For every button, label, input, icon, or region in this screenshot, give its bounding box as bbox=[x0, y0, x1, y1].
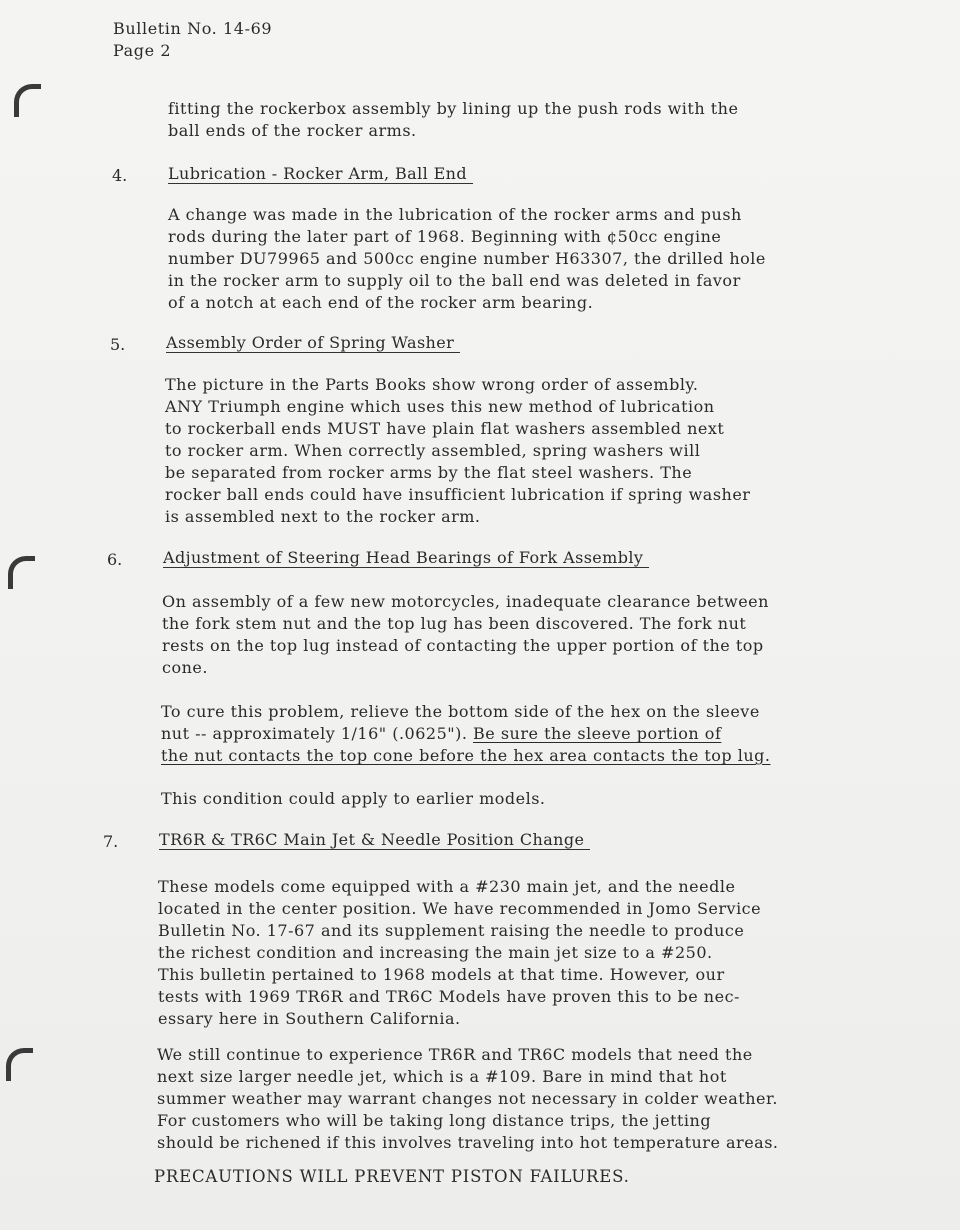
section-heading: Lubrication - Rocker Arm, Ball End bbox=[168, 164, 473, 184]
closing-statement: PRECAUTIONS WILL PREVENT PISTON FAILURES. bbox=[154, 1167, 630, 1186]
section-paragraph: A change was made in the lubrication of the rocker arms and push rods during the later part of 1968. Beginning with ¢50cc engine number DU79965 and 500cc engine number H63307, the drilled hole in the rocker arm to supply oil to the ball end was deleted in favor of a notch at each end of the rocker arm bearing. bbox=[168, 205, 766, 312]
section-number: 5. bbox=[110, 335, 126, 354]
page-number: Page 2 bbox=[113, 41, 172, 60]
section-paragraph: We still continue to experience TR6R and TR6C models that need the next size larger needle jet, which is a #109. Bare in mind that hot summer weather may warrant changes not necessary in colder weather. For customers who will be taking long distance trips, the jetting should be richened if this involves traveling into hot temperature areas. bbox=[157, 1045, 779, 1152]
section-number: 7. bbox=[103, 832, 119, 851]
section-heading: TR6R & TR6C Main Jet & Needle Position Change bbox=[159, 830, 590, 850]
section-number: 4. bbox=[112, 166, 128, 185]
section-number: 6. bbox=[107, 550, 123, 569]
section-paragraph: The picture in the Parts Books show wrong order of assembly. ANY Triumph engine which uses this new method of lubrication to rockerball ends MUST have plain flat washers assembled next to rocker arm. When correctly assembled, spring washers will be separated from rocker arms by the flat steel washers. The rocker ball ends could have insufficient lubrication if spring washer is assembled next to the rocker arm. bbox=[165, 375, 751, 526]
bulletin-number: Bulletin No. 14-69 bbox=[113, 19, 273, 38]
bulletin-header bbox=[113, 18, 272, 62]
binder-hole-mark bbox=[6, 1048, 33, 1081]
section-heading: Assembly Order of Spring Washer bbox=[166, 333, 460, 353]
underlined-text: Be sure the sleeve portion of bbox=[473, 724, 722, 743]
section-paragraph: On assembly of a few new motorcycles, inadequate clearance between the fork stem nut and the top lug has been discovered. The fork nut rests on the top lug instead of contacting the upper portion of the top cone. bbox=[162, 592, 769, 677]
section-heading: Adjustment of Steering Head Bearings of Fork Assembly bbox=[163, 548, 649, 568]
section-paragraph bbox=[161, 701, 771, 767]
intro-paragraph: fitting the rockerbox assembly by lining up the push rods with the ball ends of the rocker arms. bbox=[168, 99, 739, 140]
underlined-text: the nut contacts the top cone before the hex area contacts the top lug. bbox=[161, 746, 771, 765]
binder-hole-mark bbox=[14, 84, 41, 117]
section-paragraph: This condition could apply to earlier models. bbox=[161, 789, 546, 808]
binder-hole-mark bbox=[8, 556, 35, 589]
paragraph-text: To cure this problem, relieve the bottom side of the hex on the sleeve nut -- approximately 1/16" (.0625"). bbox=[161, 702, 760, 743]
section-paragraph: These models come equipped with a #230 main jet, and the needle located in the center position. We have recommended in Jomo Service Bulletin No. 17-67 and its supplement raising the needle to produce the richest condition and increasing the main jet size to a #250. This bulletin pertained to 1968 models at that time. However, our tests with 1969 TR6R and TR6C Models have proven this to be nec- essary here in Southern California. bbox=[158, 877, 762, 1028]
